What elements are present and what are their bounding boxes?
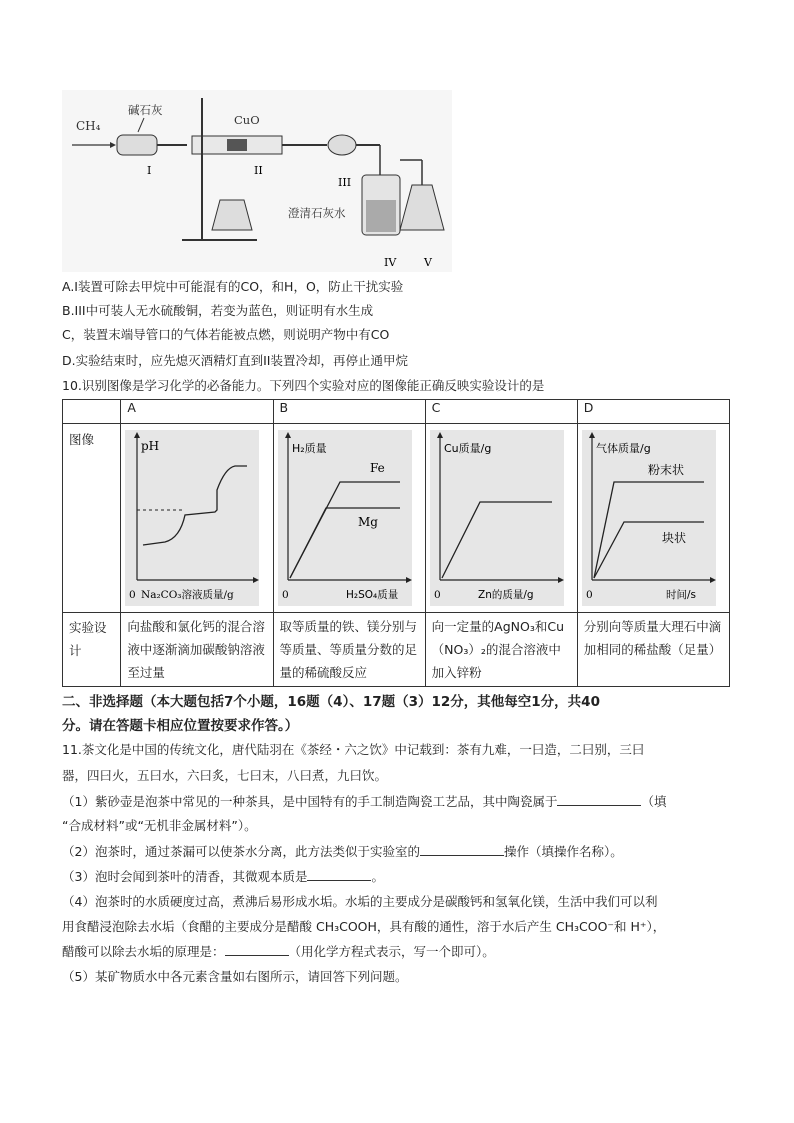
chart-d-legend-powder: 粉末状 bbox=[647, 463, 684, 477]
chart-d-ylabel: 气体质量/g bbox=[595, 442, 651, 455]
q11-part4-text: 醋酸可以除去水垢的原理是： bbox=[62, 944, 225, 959]
chart-a-xlabel: Na₂CO₃溶液质量/g bbox=[141, 589, 235, 601]
q11-part3 bbox=[62, 868, 384, 886]
section2-title-line2: 分。请在答题卡相应位置按要求作答。） bbox=[62, 718, 299, 734]
q11-part4-line1: （4）泡茶时的水质硬度过高，煮沸后易形成水垢。水垢的主要成分是碳酸钙和氢氧化镁，生活中我们可以利 bbox=[62, 894, 658, 909]
q11-part2-tail: 操作（填操作名称）。 bbox=[503, 844, 623, 859]
q11-part3-text: （3）泡时会闻到茶叶的清香，其微观本质是 bbox=[62, 869, 308, 884]
q11-part1-blank[interactable] bbox=[557, 793, 641, 806]
chart-d-xlabel: 时间/s bbox=[665, 589, 696, 601]
ch4-label: CH₄ bbox=[76, 119, 101, 133]
q11-part4-line3 bbox=[62, 943, 495, 961]
chart-b-xlabel: H₂SO₄质量 bbox=[345, 589, 398, 601]
chart-a-series-ph bbox=[143, 466, 247, 545]
chart-b-legend-mg: Mg bbox=[357, 515, 378, 529]
q11-intro-line1: 11.茶文化是中国的传统文化，唐代陆羽在《茶经・六之饮》中记载到：茶有九难，一曰造，二曰别，三曰 bbox=[62, 742, 645, 757]
section2-title-line1: 二、非选择题（本大题包括7个小题，16题（4）、17题（3）12分，其他每空1分，共40 bbox=[62, 694, 600, 710]
q11-part1-text: （1）紫砂壶是泡茶中常见的一种茶具，是中国特有的手工制造陶瓷工艺品，其中陶瓷属于 bbox=[62, 794, 558, 809]
reagent-cuo: CuO bbox=[234, 113, 260, 127]
q11-part1-line2: “合成材料”或“无机非金属材料”）。 bbox=[62, 818, 257, 833]
chart-c-xlabel: Zn的质量/g bbox=[477, 589, 534, 601]
col-letter-b: B bbox=[273, 400, 425, 424]
q11-part4-tail: （用化学方程式表示，写一个即可）。 bbox=[288, 944, 495, 959]
q9-option-c: C，装置末端导管口的气体若能被点燃，则说明产物中有CO bbox=[62, 327, 390, 342]
q11-part1-line1 bbox=[62, 793, 666, 811]
q11-part2 bbox=[62, 843, 623, 861]
label-ii: II bbox=[254, 164, 263, 177]
design-b: 取等质量的铁、镁分别与等质量、等质量分数的足量的稀硫酸反应 bbox=[273, 613, 425, 687]
label-v: V bbox=[424, 256, 432, 269]
q10-table bbox=[62, 399, 730, 687]
chart-b-legend-fe: Fe bbox=[369, 461, 385, 475]
col-letter-d: D bbox=[577, 400, 729, 424]
design-d: 分别向等质量大理石中滴加相同的稀盐酸（足量） bbox=[577, 613, 729, 687]
col-letter-a: A bbox=[121, 400, 273, 424]
apparatus-figure bbox=[62, 90, 452, 272]
q11-part2-blank[interactable] bbox=[420, 843, 504, 856]
q9-option-a: A.I装置可除去甲烷中可能混有的CO，和H，O，防止干扰实验 bbox=[62, 279, 404, 294]
design-c: 向一定量的AgNO₃和Cu（NO₃）₂的混合溶液中加入锌粉 bbox=[425, 613, 577, 687]
chart-b-series-mg bbox=[290, 508, 400, 578]
q11-part1-tail: （填 bbox=[641, 794, 667, 809]
q11-part5: （5）某矿物质水中各元素含量如右图所示，请回答下列问题。 bbox=[62, 969, 408, 984]
label-iii: III bbox=[338, 176, 352, 189]
chart-d-origin: 0 bbox=[585, 589, 593, 601]
chart-d-legend-lump: 块状 bbox=[661, 531, 686, 545]
chart-c-origin: 0 bbox=[433, 589, 441, 601]
design-a: 向盐酸和氯化钙的混合溶液中逐渐滴加碳酸钠溶液至过量 bbox=[121, 613, 273, 687]
q11-part4-blank[interactable] bbox=[225, 943, 289, 956]
chart-a-ylabel: pH bbox=[141, 439, 160, 453]
chart-c-ylabel: Cu质量/g bbox=[443, 442, 491, 455]
chart-a bbox=[125, 430, 259, 606]
q11-part3-blank[interactable] bbox=[307, 868, 371, 881]
q9-option-d: D.实验结束时，应先熄灭酒精灯直到II装置冷却，再停止通甲烷 bbox=[62, 353, 408, 368]
row-label-design: 实验设计 bbox=[63, 613, 121, 687]
row-label-image: 图像 bbox=[63, 424, 121, 613]
q11-intro-line2: 器，四曰火，五曰水，六曰炙，七曰末，八曰煮，九曰饮。 bbox=[62, 768, 388, 783]
chart-a-origin: 0 bbox=[129, 589, 137, 601]
q9-option-b: B.III中可装人无水硫酸铜，若变为蓝色，则证明有水生成 bbox=[62, 303, 374, 318]
label-iv: IV bbox=[384, 256, 397, 269]
q11-part2-text: （2）泡茶时，通过茶漏可以使茶水分离，此方法类似于实验室的 bbox=[62, 844, 420, 859]
chart-b-ylabel: H₂质量 bbox=[291, 442, 327, 455]
chart-d-series-powder bbox=[594, 482, 704, 578]
chart-b bbox=[278, 430, 412, 606]
reagent-limewater: 澄清石灰水 bbox=[288, 206, 346, 220]
col-letter-c: C bbox=[425, 400, 577, 424]
q11-part4-line2: 用食醋浸泡除去水垢（食醋的主要成分是醋酸 CH₃COOH，具有酸的通性，溶于水后产生 CH₃COO⁻和 H⁺）， bbox=[62, 919, 666, 934]
label-i: I bbox=[147, 164, 152, 177]
q10-stem: 10.识别图像是学习化学的必备能力。下列四个实验对应的图像能正确反映实验设计的是 bbox=[62, 378, 545, 393]
q11-part3-tail: 。 bbox=[371, 869, 384, 884]
reagent-soda-lime: 碱石灰 bbox=[128, 103, 163, 117]
chart-d-series-lump bbox=[594, 522, 704, 578]
chart-b-series-fe bbox=[290, 482, 400, 578]
chart-b-origin: 0 bbox=[281, 589, 289, 601]
chart-c bbox=[430, 430, 564, 606]
chart-c-series-cu bbox=[442, 502, 552, 578]
chart-d bbox=[582, 430, 716, 606]
